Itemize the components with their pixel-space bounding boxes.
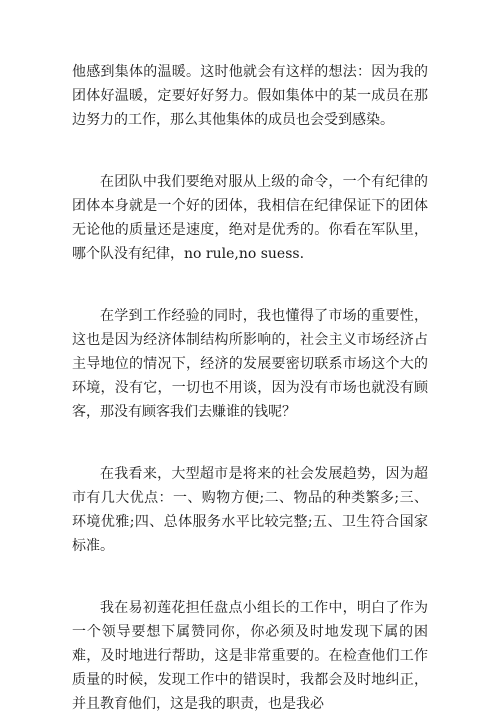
paragraph-4: 在我看来，大型超市是将来的社会发展趋势，因为超市有几大优点：一、购物方便;二、物品的种类繁多;三、环境优雅;四、总体服务水平比较完整;五、卫生符合国家标准。 [72, 466, 428, 554]
paragraph-2: 在团队中我们要绝对服从上级的命令，一个有纪律的团体本身就是一个好的团体，我相信在纪律保证下的团体无论他的质量还是速度，绝对是优秀的。你看在军队里，哪个队没有纪律，no rule,no suess. [72, 174, 428, 262]
paragraph-5: 我在易初莲花担任盘点小组长的工作中，明白了作为一个领导要想下属赞同你，你必须及时地发现下属的困难，及时地进行帮助，这是非常重要的。在检查他们工作质量的时候，发现工作中的错误时，我都会及时地纠正，并且教育他们，这是我的职责，也是我必 [72, 600, 428, 712]
paragraph-3: 在学到工作经验的同时，我也懂得了市场的重要性，这也是因为经济体制结构所影响的，社会主义市场经济占主导地位的情况下，经济的发展要密切联系市场这个大的环境，没有它，一切也不用谈，因为没有市场也就没有顾客，那没有顾客我们去赚谁的钱呢？ [72, 308, 428, 420]
paragraph-1: 他感到集体的温暖。这时他就会有这样的想法：因为我的团体好温暖，定要好好努力。假如集体中的某一成员在那边努力的工作，那么其他集体的成员也会受到感染。 [72, 64, 428, 128]
